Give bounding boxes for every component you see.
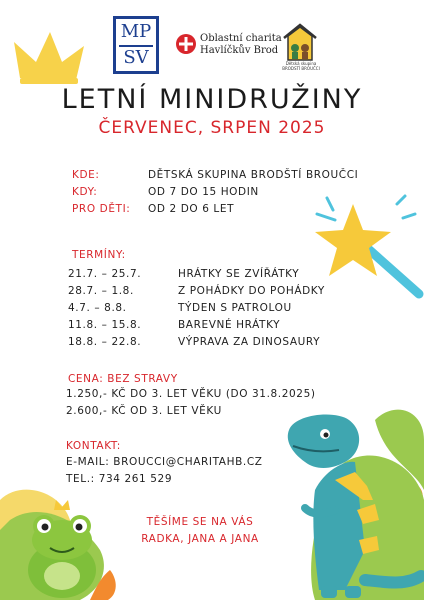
info-value-kde <box>148 165 358 180</box>
term-theme-text: Z POHÁDKY DO POHÁDKY <box>178 285 325 297</box>
house-logo-caption <box>280 61 322 71</box>
contact-heading-text: KONTAKT: <box>66 440 121 452</box>
info-label: KDE: <box>72 169 100 181</box>
terms-heading-text: TERMÍNY: <box>72 249 126 261</box>
closing-line1-text: TĚŠÍME SE NA VÁS <box>146 516 254 528</box>
terms-heading <box>72 245 126 260</box>
price-line-text: 1.250,- KČ DO 3. LET VĚKU (DO 31.8.2025) <box>66 388 316 400</box>
term-theme-text: HRÁTKY SE ZVÍŘÁTKY <box>178 268 300 280</box>
price-line-text: 2.600,- KČ OD 3. LET VĚKU <box>66 405 222 417</box>
info-value: OD 2 DO 6 LET <box>148 203 235 215</box>
charita-cross-icon <box>176 34 196 54</box>
term-dates-text: 4.7. – 8.8. <box>68 302 127 314</box>
crown-icon <box>10 28 88 90</box>
term-dates-text: 21.7. – 25.7. <box>68 268 142 280</box>
info-value: OD 7 DO 15 HODIN <box>148 186 259 198</box>
page-title: LETNÍ MINIDRUŽINY <box>61 84 363 115</box>
info-label: KDY: <box>72 186 98 198</box>
term-theme <box>178 264 299 279</box>
term-theme <box>178 332 320 347</box>
term-dates-text: 18.8. – 22.8. <box>68 336 142 348</box>
info-row-pro-deti <box>72 199 130 214</box>
page-subtitle: ČERVENEC, SRPEN 2025 <box>98 118 326 138</box>
term-dates <box>68 332 141 347</box>
contact-phone-text: TEL.: 734 261 529 <box>66 473 173 485</box>
closing-line1 <box>100 512 300 527</box>
charita-logo-text <box>200 33 282 57</box>
price-line <box>66 401 222 416</box>
price-heading <box>68 369 178 384</box>
house-caption-line1: Dětská skupina <box>285 61 317 66</box>
charita-line2: Havlíčkův Brod <box>200 45 279 56</box>
price-heading-text: CENA: BEZ STRAVY <box>68 373 178 385</box>
term-dates <box>68 315 141 330</box>
term-theme <box>178 281 325 296</box>
closing-line2-text: RADKA, JANA A JANA <box>141 533 259 545</box>
info-row-kde <box>72 165 100 180</box>
closing-line2 <box>100 529 300 544</box>
term-dates <box>68 281 134 296</box>
info-value-pro-deti <box>148 199 234 214</box>
contact-heading <box>66 436 121 451</box>
term-dates <box>68 298 127 313</box>
term-theme <box>178 315 280 330</box>
magic-wand-star-icon <box>315 190 424 300</box>
info-row-kdy <box>72 182 97 197</box>
mpsv-logo <box>113 16 159 74</box>
dinosaur-illustration <box>275 400 424 600</box>
price-line <box>66 384 316 399</box>
mpsv-logo-top: MP <box>120 21 152 42</box>
house-caption-line2: BRODSTÍ BROUČCI <box>282 66 320 71</box>
term-dates <box>68 264 141 279</box>
term-theme <box>178 298 292 313</box>
term-dates-text: 28.7. – 1.8. <box>68 285 134 297</box>
info-value: DĚTSKÁ SKUPINA BRODŠTÍ BROUČCI <box>148 169 359 181</box>
term-theme-text: VÝPRAVA ZA DINOSAURY <box>178 336 321 348</box>
term-theme-text: TÝDEN S PATROLOU <box>178 302 292 314</box>
info-value-kdy <box>148 182 259 197</box>
term-dates-text: 11.8. – 15.8. <box>68 319 142 331</box>
contact-email-text[interactable]: E-MAIL: BROUCCI@CHARITAHB.CZ <box>66 456 263 468</box>
charita-line1: Oblastní charita <box>200 33 282 44</box>
frog-illustration <box>0 460 120 600</box>
info-label: PRO DĚTI: <box>72 203 131 215</box>
mpsv-logo-bottom: SV <box>123 47 149 68</box>
term-theme-text: BAREVNÉ HRÁTKY <box>178 319 281 331</box>
